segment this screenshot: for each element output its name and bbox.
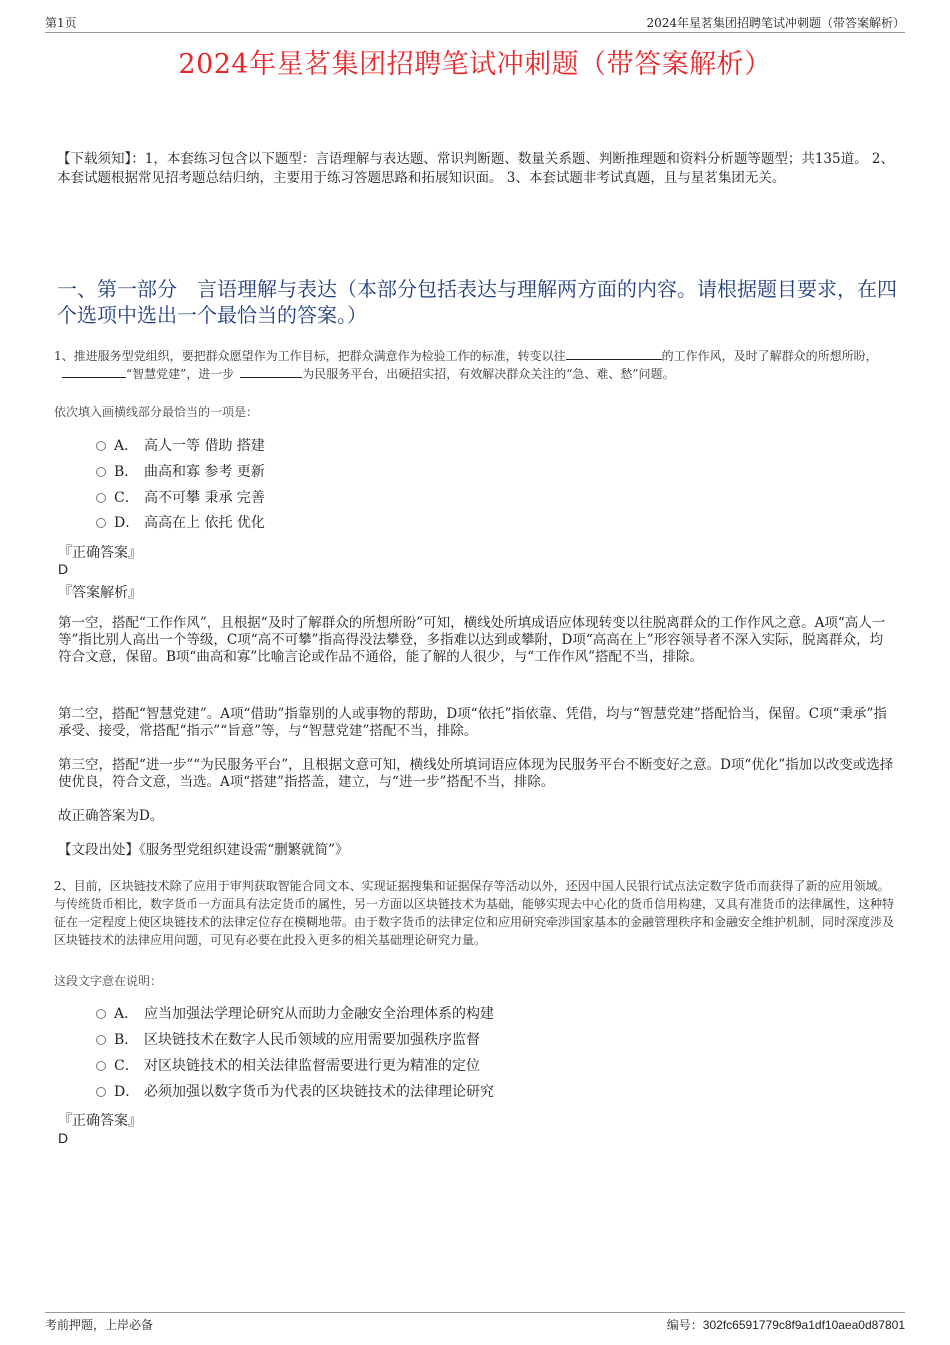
question-1-answer: D — [58, 561, 69, 577]
page-footer — [45, 1312, 905, 1333]
question-1-option-d[interactable]: D． 高高在上 依托 优化 — [96, 513, 265, 533]
question-2-option-c[interactable]: C． 对区块链技术的相关法律监督需要进行更为精准的定位 — [96, 1056, 480, 1076]
blank-1 — [566, 347, 662, 360]
analysis-paragraph-2: 第二空，搭配“智慧党建”。A项“借助”指靠别的人或事物的帮助，D项“依托”指依靠、凭借，均与“智慧党建”搭配恰当，保留。C项“秉承”指承受、接受，常搭配“指示”“旨意”等，与“智慧党建”搭配不当，排除。 — [58, 706, 887, 739]
radio-icon[interactable] — [96, 1061, 106, 1071]
question-2-option-a[interactable]: A． 应当加强法学理论研究从而助力金融安全治理体系的构建 — [96, 1004, 494, 1024]
page-header — [45, 14, 905, 33]
radio-icon[interactable] — [96, 467, 106, 477]
radio-icon[interactable] — [96, 441, 106, 451]
question-1-option-c[interactable]: C． 高不可攀 秉承 完善 — [96, 488, 265, 508]
footer-slogan: 考前押题，上岸必备 — [45, 1318, 154, 1332]
footer-doc-code: 编号：302fc6591779c8f9a1df10aea0d87801 — [666, 1318, 905, 1332]
analysis-paragraph-3: 第三空，搭配“进一步”“为民服务平台”，且根据文意可知，横线处所填词语应体现为民服务平台不断变好之意。D项“优化”指加以改变或选择使优良，符合文意，当选。A项“搭建”指搭盖，建立，与“进一步”搭配不当，排除。 — [58, 757, 894, 790]
section-heading: 一、第一部分 言语理解与表达（本部分包括表达与理解两方面的内容。请根据题目要求，在四个选项中选出一个最恰当的答案。） — [57, 277, 897, 327]
radio-icon[interactable] — [96, 1009, 106, 1019]
header-doc-title: 2024年星茗集团招聘笔试冲刺题（带答案解析） — [646, 16, 905, 30]
question-2-text: 2、目前，区块链技术除了应用于审判获取智能合同文本、实现证据搜集和证据保存等活动以外，还因中国人民银行试点法定数字货币而获得了新的应用领域。与传统货币相比，数字货币一方面具有法定货币的属性，另一方面以区块链技术为基础，能够实现去中心化的货币信用构建，又具有准货币的法律属性，这种特征在一定程度上使区块链技术的法律定位存在模糊地带。由于数字货币的法律定位和应用研究牵涉国家基本的金融管理秩序和金融安全维护机制，同时深度涉及区块链技术的法律应用问题，可见有必要在此投入更多的相关基础理论研究力量。 — [54, 879, 895, 947]
blank-3 — [240, 365, 302, 378]
page-title: 2024年星茗集团招聘笔试冲刺题（带答案解析） — [178, 49, 772, 80]
radio-icon[interactable] — [96, 493, 106, 503]
question-2-option-d[interactable]: D． 必须加强以数字货币为代表的区块链技术的法律理论研究 — [96, 1082, 494, 1102]
blank-2 — [62, 365, 126, 378]
question-2-option-b[interactable]: B． 区块链技术在数字人民币领域的应用需要加强秩序监督 — [96, 1030, 480, 1050]
question-1-analysis-label: 『答案解析』 — [58, 585, 142, 601]
question-1-option-b[interactable]: B． 曲高和寡 参考 更新 — [96, 462, 265, 482]
analysis-conclusion: 故正确答案为D。 — [58, 808, 164, 824]
download-notice: 【下载须知】：1，本套练习包含以下题型：言语理解与表达题、常识判断题、数量关系题、判断推理题和资料分析题等题型；共135道。 2、本套试题根据常见招考题总结归纳，主要用于练习答题思路和拓展知识面。 3、本套试题非考试真题，且与星茗集团无关。 — [57, 151, 894, 186]
question-1-answer-label: 『正确答案』 — [58, 545, 142, 561]
radio-icon[interactable] — [96, 1087, 106, 1097]
question-1-text: 1、推进服务型党组织，要把群众愿望作为工作目标，把群众满意作为检验工作的标准，转变以往 的工作作风，及时了解群众的所想所盼，“智慧党建”，进一步 为民服务平台，出硬招实招，有效解决群众关注的“急、难、愁”问题。 — [54, 349, 878, 381]
question-2-answer: D — [58, 1130, 69, 1146]
question-1-prompt: 依次填入画横线部分最恰当的一项是： — [54, 405, 259, 419]
question-2-answer-label: 『正确答案』 — [58, 1113, 142, 1129]
question-1-source: 【文段出处】《服务型党组织建设需“删繁就简”》 — [58, 842, 349, 858]
question-1-option-a[interactable]: A． 高人一等 借助 搭建 — [96, 436, 265, 456]
question-2-prompt: 这段文字意在说明： — [54, 974, 163, 988]
analysis-paragraph-1: 第一空，搭配“工作作风”，且根据“及时了解群众的所想所盼”可知，横线处所填成语应体现转变以往脱离群众的工作作风之意。A项“高人一等”指比别人高出一个等级，C项“高不可攀”指高得没法攀登，多指难以达到或攀附，D项“高高在上”形容领导者不深入实际，脱离群众，均符合文意，保留。B项“曲高和寡”比喻言论或作品不通俗，能了解的人很少，与“工作作风”搭配不当，排除。 — [58, 615, 886, 665]
radio-icon[interactable] — [96, 518, 106, 528]
page-number: 第1页 — [45, 16, 77, 30]
radio-icon[interactable] — [96, 1035, 106, 1045]
